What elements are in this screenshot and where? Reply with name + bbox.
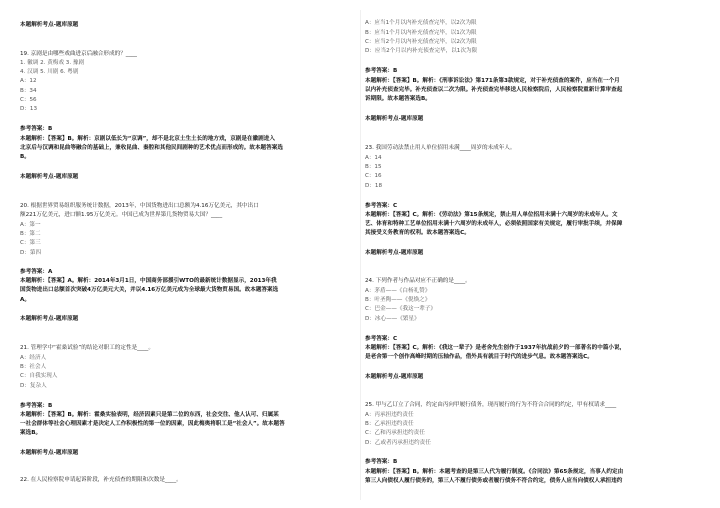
explanation-line: A。 <box>20 297 30 303</box>
option-d: D：冰心——《繁星》 <box>365 316 420 322</box>
explanation-line: 一社会群体等社会心理因素才是决定人工作积极性的第一位的因素，因此梅奥将职工是“社会人”。故本题答 <box>20 421 285 427</box>
option-b: B：叶圣陶——《倪焕之》 <box>365 297 431 303</box>
option-a: A：14 <box>365 155 382 161</box>
explanation-line: 本题解析：【答案】C。解析：《劳动法》第15条规定，禁止用人单位招用未满十六周岁的未成年人。文 <box>365 212 618 218</box>
explanation-line: 第三人向债权人履行债务的，第三人不履行债务或者履行债务不符合约定，债务人应当向债权人承担违约 <box>365 478 623 484</box>
explanation-line: 以内补充侦查完毕。补充侦查以二次为限。补充侦查完毕移送人民检察院后，人民检察院重新计算审查起 <box>365 87 623 93</box>
option-c: C：巴金——《我这一辈子》 <box>365 306 437 312</box>
explanation-line: 本题解析：【答案】B。解析：京剧以低长为“京调”，却不是北京土生土长的地方戏，京剧是在徽剧进入 <box>20 136 275 142</box>
explanation-line: 其接受义务教育的权利。故本题答案选C。 <box>365 230 470 236</box>
option-a: A：第一 <box>20 222 41 228</box>
explanation-line: 本题解析：【答案】B。解析：《刑事诉讼法》第171条第3款规定，对于补充侦查的案件，应当在一个月 <box>365 78 620 84</box>
option-c: C：乙和丙承担违约责任 <box>365 430 425 436</box>
option-b: B：社会人 <box>20 364 47 370</box>
source-note: 本题解析考点-题库原题 <box>365 250 424 256</box>
explanation-line: 是老舍第一个创作高峰时期的压轴作品，借外具有就目于时代的进步气息。故本题答案选C。 <box>365 354 593 360</box>
option-b: B：15 <box>365 164 382 170</box>
option-a: A：茅盾——《白杨礼赞》 <box>365 288 431 294</box>
option-b: B：34 <box>20 88 37 94</box>
answer: 参考答案：B <box>20 403 53 409</box>
answer: 参考答案：A <box>20 269 53 275</box>
answer: 参考答案：B <box>20 126 53 132</box>
question-stem: 额221万亿美元，进口额1.95万亿美元。中国已成为世界第几货物贸易大国？____ <box>20 212 223 218</box>
item-line: 1. 徽调 2. 黄梅戏 3. 豫剧 <box>20 60 85 66</box>
question-stem: 23. 我国劳动法禁止用人单位招用未满____周岁的未成年人。 <box>365 145 516 151</box>
question-stem: 25. 甲与乙订立了合同，约定由丙向甲履行债务，现丙履行的行为不符合合同的约定，甲有权请求____ <box>365 402 617 408</box>
option-b: B：乙承担违约责任 <box>365 421 414 427</box>
source-note: 本题解析考点-题库原题 <box>20 450 79 456</box>
option-a: A：丙承担违约责任 <box>365 412 414 418</box>
explanation-line: 本题解析：【答案】A。解析：2014年3月1日，中国商务部援引WTO的最新统计数据显示，2013年我 <box>20 278 277 284</box>
option-d: D：第四 <box>20 250 42 256</box>
answer: 参考答案：B <box>365 68 398 74</box>
explanation-line: 国货物进出口总额首次突破4万亿美元大关，并以4.16万亿美元成为全球最大货物贸易国。故本题答案选 <box>20 287 279 293</box>
explanation-line: 本题解析：【答案】B。解析：霍桑实验表明，经济因素只是第二位的东西，社会交往、他人认可、归属某 <box>20 412 279 418</box>
source-note: 本题解析考点-题库原题 <box>365 116 424 122</box>
answer: 参考答案：B <box>365 459 398 465</box>
explanation-line: 案选B。 <box>20 430 42 436</box>
question-stem: 24. 下列作者与作品对应不正确的是____。 <box>365 278 471 284</box>
source-note: 本题解析考点-题库原题 <box>20 22 79 28</box>
option-b: B：第二 <box>20 231 41 237</box>
option-c: C：自我实现人 <box>20 373 58 379</box>
question-stem: 19. 京剧是由哪些戏曲进京后融合形成的？____ <box>20 51 137 57</box>
answer: 参考答案：C <box>365 203 398 209</box>
option-a: A：经济人 <box>20 355 47 361</box>
option-a: A：12 <box>20 78 37 84</box>
explanation-line: 艺、体育和特种工艺单位招用未满十六周岁的未成年人，必须依照国家有关规定，履行审批手续，并保障 <box>365 221 623 227</box>
option-c: C：第三 <box>20 240 41 246</box>
explanation-line: B。 <box>20 154 30 160</box>
question-stem: 20. 根据世界贸易组织服务统计数据，2013年，中国货物进出口总额为4.16万亿美元，其中出口 <box>20 203 259 209</box>
option-c: C：56 <box>20 97 37 103</box>
option-a: A：应当1个月以内补充侦查完毕，以2次为限 <box>365 20 477 26</box>
option-c: C：16 <box>365 173 382 179</box>
explanation-line: 本题解析：【答案】B。解析：本题考查的是第三人代为履行制度。《合同法》第65条规定，当事人约定由 <box>365 469 624 475</box>
source-note: 本题解析考点-题库原题 <box>365 374 424 380</box>
option-d: D：应当2个月以内补充侦查完毕，以1次为限 <box>365 48 478 54</box>
explanation-line: 诉期限。故本题答案选B。 <box>365 96 431 102</box>
option-d: D：13 <box>20 106 38 112</box>
answer: 参考答案：C <box>365 336 398 342</box>
option-b: B：应当1个月以内补充侦查完毕，以1次为限 <box>365 30 477 36</box>
source-note: 本题解析考点-题库原题 <box>20 316 79 322</box>
option-d: D：18 <box>365 183 383 189</box>
explanation-line: 北京后与汉调和昆曲等融合的基础上，兼收昆曲、秦腔和其他民间剧种的艺术优点而形成的。故本题答案选 <box>20 145 283 151</box>
option-c: C：应当2个月以内补充侦查完毕，以2次为限 <box>365 39 477 45</box>
column-divider <box>360 10 361 500</box>
source-note: 本题解析考点-题库原题 <box>20 174 79 180</box>
option-d: D：复杂人 <box>20 383 47 389</box>
question-stem: 21. 管理学中“霍桑试验”的结论对职工的定性是____。 <box>20 345 154 351</box>
item-line: 4. 汉调 5. 川剧 6. 粤剧 <box>20 69 79 75</box>
option-d: D：乙或者丙承担违约责任 <box>365 440 431 446</box>
explanation-line: 本题解析：【答案】C。解析：《我这一辈子》是老舍先生创作于1937年抗战前夕的一部著名的中篇小说， <box>365 345 626 351</box>
question-stem: 22. 在人民检察院申请起诉阶段，补充侦查的期限和次数是____。 <box>20 477 182 483</box>
